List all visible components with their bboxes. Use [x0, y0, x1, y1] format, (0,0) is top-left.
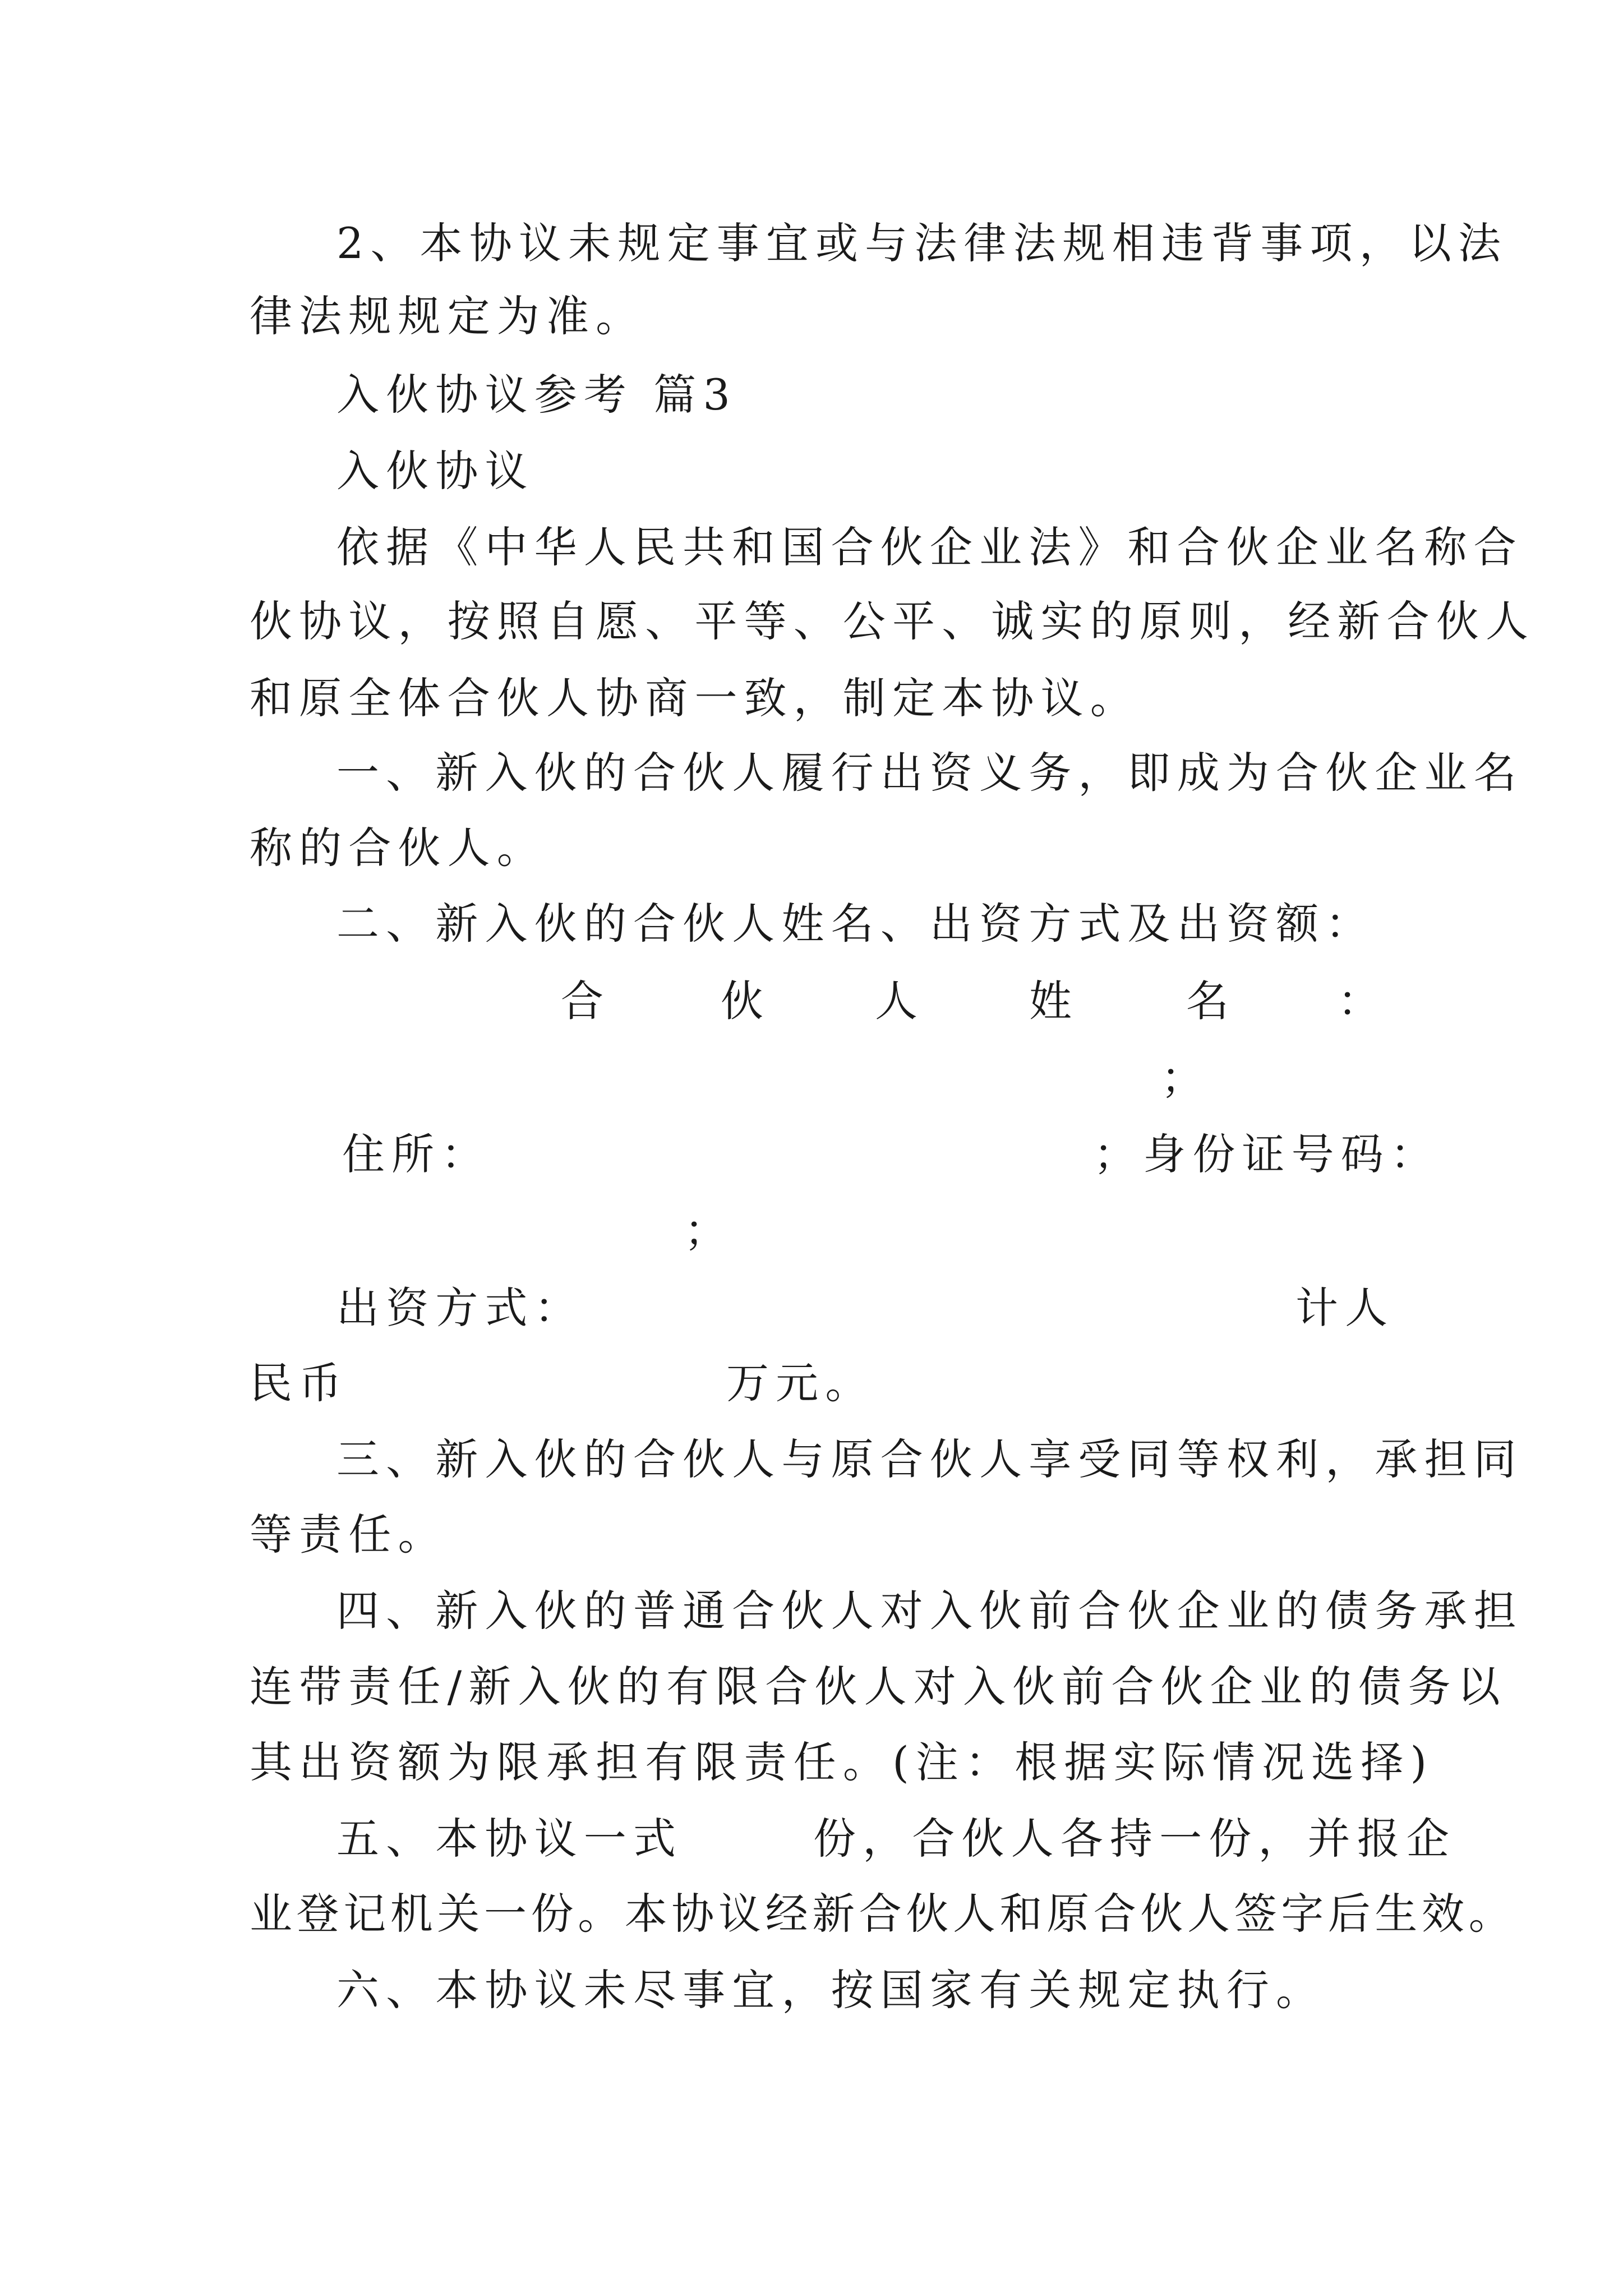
paragraph-line: 和原全体合伙人协商一致，制定本协议。: [250, 673, 1140, 723]
name-char: 姓: [1029, 976, 1072, 1026]
clause-5-prefix: 五、本协议一式: [336, 1814, 683, 1864]
address-label: 住所：: [342, 1129, 491, 1179]
rmb-label: 民币: [250, 1358, 349, 1408]
clause-5-suffix: 份，合伙人各持一份，并报企: [813, 1814, 1456, 1864]
name-char: 合: [561, 976, 603, 1026]
rmb-prefix: 计人: [1295, 1283, 1395, 1333]
paragraph-line: 连带责任/新入伙的有限合伙人对入伙前合伙企业的债务以: [250, 1662, 1507, 1711]
rmb-unit: 万元。: [726, 1358, 875, 1408]
paragraph-line: 律法规规定为准。: [250, 291, 645, 341]
name-char: 人: [875, 976, 917, 1026]
paragraph-line: 称的合伙人。: [250, 823, 546, 873]
name-char: ：: [1338, 976, 1380, 1026]
clause-2: 二、新入伙的合伙人姓名、出资方式及出资额：: [336, 899, 1375, 949]
paragraph-line: 2、本协议未规定事宜或与法律法规相违背事项，以法: [336, 218, 1508, 268]
clause-4: 四、新入伙的普通合伙人对入伙前合伙企业的债务承担: [336, 1586, 1523, 1636]
id-number-label: ；身份证号码：: [1094, 1129, 1440, 1179]
clause-6: 六、本协议未尽事宜，按国家有关规定执行。: [336, 1965, 1326, 2015]
clause-3: 三、新入伙的合伙人与原合伙人享受同等权利，承担同: [336, 1434, 1523, 1484]
clause-1: 一、新入伙的合伙人履行出资义务，即成为合伙企业名: [336, 748, 1523, 798]
paragraph-line: 依据《中华人民共和国合伙企业法》和合伙企业名称合: [336, 522, 1523, 572]
semicolon: ；: [1161, 1053, 1204, 1103]
paragraph-line: 业登记机关一份。本协议经新合伙人和原合伙人签字后生效。: [250, 1889, 1516, 1939]
document-title: 入伙协议: [336, 446, 534, 496]
contribution-method-label: 出资方式：: [336, 1283, 584, 1333]
name-char: 名: [1186, 976, 1229, 1026]
paragraph-line: 其出资额为限承担有限责任。(注：根据实际情况选择): [250, 1737, 1434, 1787]
semicolon: ；: [684, 1205, 727, 1255]
paragraph-line: 等责任。: [250, 1510, 448, 1559]
section-title: 入伙协议参考 篇3: [336, 370, 737, 420]
name-char: 伙: [721, 976, 763, 1026]
paragraph-line: 伙协议，按照自愿、平等、公平、诚实的原则，经新合伙人: [250, 596, 1536, 646]
